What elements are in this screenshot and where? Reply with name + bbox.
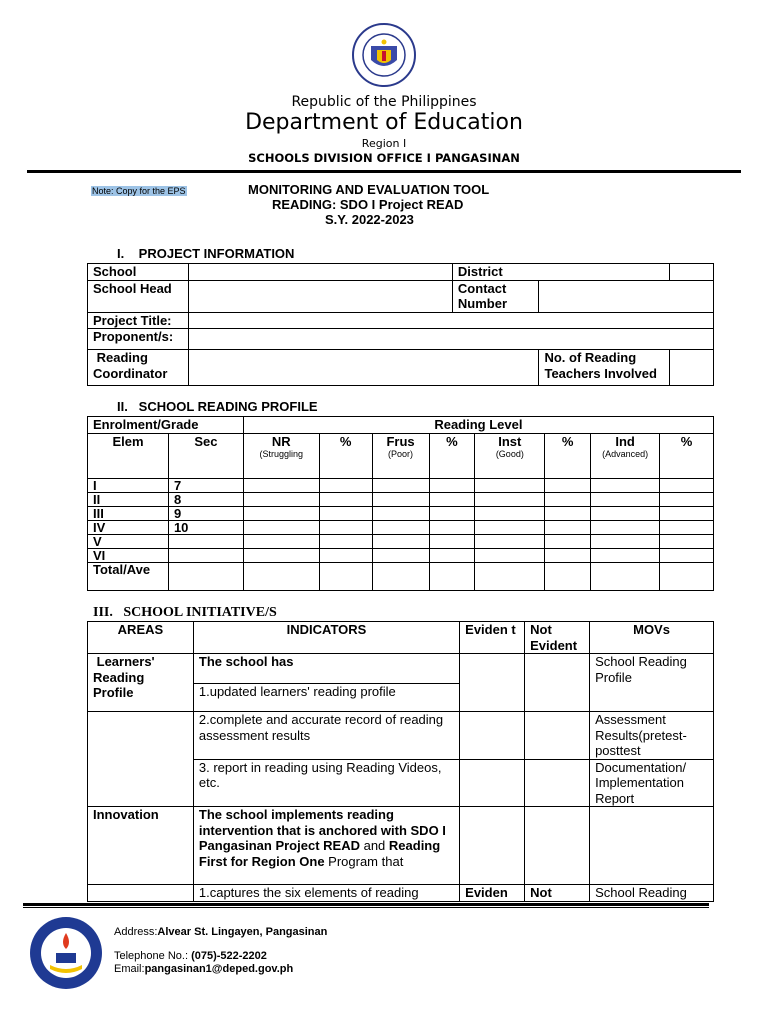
- district-label: District: [452, 264, 669, 281]
- address-label: Address:: [114, 926, 158, 938]
- sdo-seal: [28, 915, 104, 991]
- not-evident-cell-1[interactable]: [525, 654, 590, 712]
- level-cell[interactable]: [319, 492, 372, 506]
- section2-heading: II. SCHOOL READING PROFILE: [117, 399, 318, 414]
- school-head-label: School Head: [88, 280, 189, 312]
- email-value: pangasinan1@deped.gov.ph: [144, 963, 294, 975]
- indicator-1: 1.updated learners' reading profile: [193, 684, 459, 712]
- level-cell[interactable]: [372, 478, 429, 492]
- level-cell[interactable]: [545, 520, 591, 534]
- header-rule: [27, 170, 741, 173]
- telephone-value: (075)-522-2202: [191, 950, 267, 962]
- level-cell[interactable]: [591, 548, 660, 562]
- learners-area: Learners' Reading Profile: [88, 654, 194, 712]
- footer-address: [114, 926, 354, 939]
- title-line2: READING: SDO I Project READ: [272, 197, 464, 212]
- sec-cell: 7: [168, 478, 243, 492]
- level-cell[interactable]: [475, 562, 545, 590]
- sec-cell: 9: [168, 506, 243, 520]
- innovation-area-cont: [88, 885, 194, 902]
- deped-seal: [351, 22, 417, 88]
- reading-level-header: Reading Level: [243, 417, 713, 434]
- level-cell[interactable]: [319, 562, 372, 590]
- not-evident-cell-5: Not: [525, 885, 590, 902]
- level-cell[interactable]: [660, 506, 714, 520]
- evident-cell-1[interactable]: [460, 654, 525, 712]
- level-cell[interactable]: [591, 520, 660, 534]
- movs-header: MOVs: [590, 622, 714, 654]
- learners-area-cont: [88, 712, 194, 807]
- frus-label: Frus: [386, 433, 415, 449]
- elem-cell: II: [88, 492, 169, 506]
- note-highlight: Note: Copy for the EPS: [92, 186, 186, 196]
- indicator-4: 1.captures the six elements of reading: [193, 885, 459, 902]
- profile-row: [88, 548, 714, 562]
- evident-cell-5: Eviden: [460, 885, 525, 902]
- level-cell[interactable]: [475, 492, 545, 506]
- level-cell[interactable]: [429, 478, 475, 492]
- sec-cell: [168, 548, 243, 562]
- contact-field[interactable]: [539, 280, 714, 312]
- level-cell[interactable]: [372, 534, 429, 548]
- school-label: School: [88, 264, 189, 281]
- innovation-area: Innovation: [88, 807, 194, 885]
- inst-header: [475, 433, 545, 478]
- level-cell[interactable]: [475, 548, 545, 562]
- level-cell[interactable]: [319, 520, 372, 534]
- innov-c: Program that: [324, 853, 404, 869]
- level-cell[interactable]: [475, 506, 545, 520]
- region-text: Region I: [361, 137, 407, 150]
- footer-telephone: [114, 950, 267, 963]
- level-cell[interactable]: [660, 534, 714, 548]
- footer-email: [114, 963, 293, 976]
- level-cell[interactable]: [660, 548, 714, 562]
- level-cell[interactable]: [545, 492, 591, 506]
- level-cell[interactable]: [372, 548, 429, 562]
- evident-cell-3[interactable]: [460, 759, 525, 807]
- level-cell[interactable]: [243, 562, 319, 590]
- reading-coordinator-label: Reading Coordinator: [88, 350, 189, 386]
- level-cell[interactable]: [475, 520, 545, 534]
- nr-sub: (Struggling: [259, 449, 304, 459]
- level-cell[interactable]: [591, 478, 660, 492]
- level-cell[interactable]: [429, 520, 475, 534]
- level-cell[interactable]: [545, 548, 591, 562]
- department-title: Department of Education: [245, 110, 523, 135]
- mov-3: Documentation/ Implementation Report: [590, 759, 714, 807]
- nr-header: [243, 433, 319, 478]
- level-cell[interactable]: [429, 548, 475, 562]
- mov-1: School Reading Profile: [590, 654, 714, 712]
- frus-pct-header: %: [429, 433, 475, 478]
- ind-label: Ind: [615, 433, 635, 449]
- level-cell[interactable]: [243, 478, 319, 492]
- address-value: Alvear St. Lingayen, Pangasinan: [157, 926, 328, 938]
- level-cell[interactable]: [475, 534, 545, 548]
- footer-rule: [23, 903, 709, 906]
- reading-profile-table: [87, 416, 714, 591]
- level-cell[interactable]: [319, 534, 372, 548]
- indicator-2: 2.complete and accurate record of reading assessment results: [193, 712, 459, 760]
- footer-rule-thin: [23, 907, 709, 908]
- profile-rows: [88, 478, 714, 590]
- republic-text: Republic of the Philippines: [291, 94, 477, 110]
- evident-cell-4[interactable]: [460, 807, 525, 885]
- areas-header: AREAS: [88, 622, 194, 654]
- profile-row: [88, 534, 714, 548]
- profile-row: [88, 492, 714, 506]
- initiatives-table: [87, 621, 714, 902]
- frus-header: [372, 433, 429, 478]
- proponents-field[interactable]: [189, 329, 714, 350]
- not-evident-header: Not Evident: [525, 622, 590, 654]
- elem-cell: V: [88, 534, 169, 548]
- project-title-field[interactable]: [189, 312, 714, 329]
- email-label: Email:: [114, 963, 145, 975]
- no-teachers-field[interactable]: [670, 350, 714, 386]
- not-evident-cell-3[interactable]: [525, 759, 590, 807]
- section3-heading: III. SCHOOL INITIATIVE/S: [93, 605, 277, 620]
- level-cell[interactable]: [591, 562, 660, 590]
- level-cell[interactable]: [429, 534, 475, 548]
- title-line3: S.Y. 2022-2023: [325, 212, 414, 227]
- nr-pct-header: %: [319, 433, 372, 478]
- project-title-label: Project Title:: [88, 312, 189, 329]
- level-cell[interactable]: [545, 534, 591, 548]
- level-cell[interactable]: [545, 478, 591, 492]
- title-line1: MONITORING AND EVALUATION TOOL: [248, 182, 490, 197]
- level-cell[interactable]: [319, 478, 372, 492]
- level-cell[interactable]: [372, 520, 429, 534]
- level-cell[interactable]: [372, 562, 429, 590]
- frus-sub: (Poor): [388, 449, 414, 459]
- ind-header: [591, 433, 660, 478]
- telephone-label: Telephone No.:: [114, 950, 192, 962]
- level-cell[interactable]: [545, 506, 591, 520]
- level-cell[interactable]: [372, 492, 429, 506]
- mov-2: Assessment Results(pretest-posttest: [590, 712, 714, 760]
- ind-sub: (Advanced): [602, 449, 649, 459]
- reading-coordinator-field[interactable]: [189, 350, 539, 386]
- level-cell[interactable]: [475, 478, 545, 492]
- sec-cell: [168, 562, 243, 590]
- profile-row: [88, 562, 714, 590]
- level-cell[interactable]: [319, 506, 372, 520]
- level-cell[interactable]: [660, 520, 714, 534]
- level-cell[interactable]: [243, 506, 319, 520]
- elem-header: Elem: [88, 433, 169, 478]
- level-cell[interactable]: [660, 492, 714, 506]
- innov-a: The school implements reading intervention that is anchored with SDO I Pangasinan Project READ: [198, 807, 446, 853]
- nr-label: NR: [271, 433, 291, 449]
- elem-cell: III: [88, 506, 169, 520]
- school-has-text: The school has: [193, 654, 459, 684]
- profile-row: [88, 506, 714, 520]
- level-cell[interactable]: [243, 520, 319, 534]
- level-cell[interactable]: [660, 562, 714, 590]
- school-head-field[interactable]: [189, 280, 452, 312]
- evident-cell-2[interactable]: [460, 712, 525, 760]
- level-cell[interactable]: [372, 506, 429, 520]
- indicators-header: INDICATORS: [193, 622, 459, 654]
- level-cell[interactable]: [319, 548, 372, 562]
- elem-cell: I: [88, 478, 169, 492]
- level-cell[interactable]: [243, 492, 319, 506]
- level-cell[interactable]: [591, 492, 660, 506]
- contact-label: Contact Number: [452, 280, 539, 312]
- level-cell[interactable]: [545, 562, 591, 590]
- level-cell[interactable]: [591, 534, 660, 548]
- inst-pct-header: %: [545, 433, 591, 478]
- innovation-text: [193, 807, 459, 885]
- district-field[interactable]: [670, 264, 714, 281]
- profile-row: [88, 520, 714, 534]
- mov-4: School Reading: [590, 885, 714, 902]
- proponents-label: Proponent/s:: [88, 329, 189, 350]
- no-teachers-label: No. of Reading Teachers Involved: [539, 350, 670, 386]
- evident-header: Eviden t: [460, 622, 525, 654]
- elem-cell: VI: [88, 548, 169, 562]
- innov-b: Reading First for Region One: [198, 838, 441, 869]
- inst-sub: (Good): [495, 449, 524, 459]
- elem-cell: IV: [88, 520, 169, 534]
- level-cell[interactable]: [243, 548, 319, 562]
- not-evident-cell-2[interactable]: [525, 712, 590, 760]
- indicator-3: 3. report in reading using Reading Videos, etc.: [193, 759, 459, 807]
- ind-pct-header: %: [660, 433, 714, 478]
- elem-cell: Total/Ave: [88, 562, 169, 590]
- sec-cell: [168, 534, 243, 548]
- sec-cell: 8: [168, 492, 243, 506]
- sec-cell: 10: [168, 520, 243, 534]
- not-evident-cell-4[interactable]: [525, 807, 590, 885]
- level-cell[interactable]: [429, 506, 475, 520]
- level-cell[interactable]: [591, 506, 660, 520]
- school-field[interactable]: [189, 264, 452, 281]
- level-cell[interactable]: [660, 478, 714, 492]
- level-cell[interactable]: [243, 534, 319, 548]
- mov-innov: [590, 807, 714, 885]
- inst-label: Inst: [498, 433, 522, 449]
- innov-and: and: [359, 838, 389, 853]
- profile-row: [88, 478, 714, 492]
- project-info-table: [87, 263, 714, 386]
- level-cell[interactable]: [429, 562, 475, 590]
- section1-heading: I. PROJECT INFORMATION: [117, 246, 295, 261]
- office-text: SCHOOLS DIVISION OFFICE I PANGASINAN: [248, 151, 520, 165]
- level-cell[interactable]: [429, 492, 475, 506]
- sec-header: Sec: [168, 433, 243, 478]
- enrolment-header: Enrolment/Grade: [88, 417, 244, 434]
